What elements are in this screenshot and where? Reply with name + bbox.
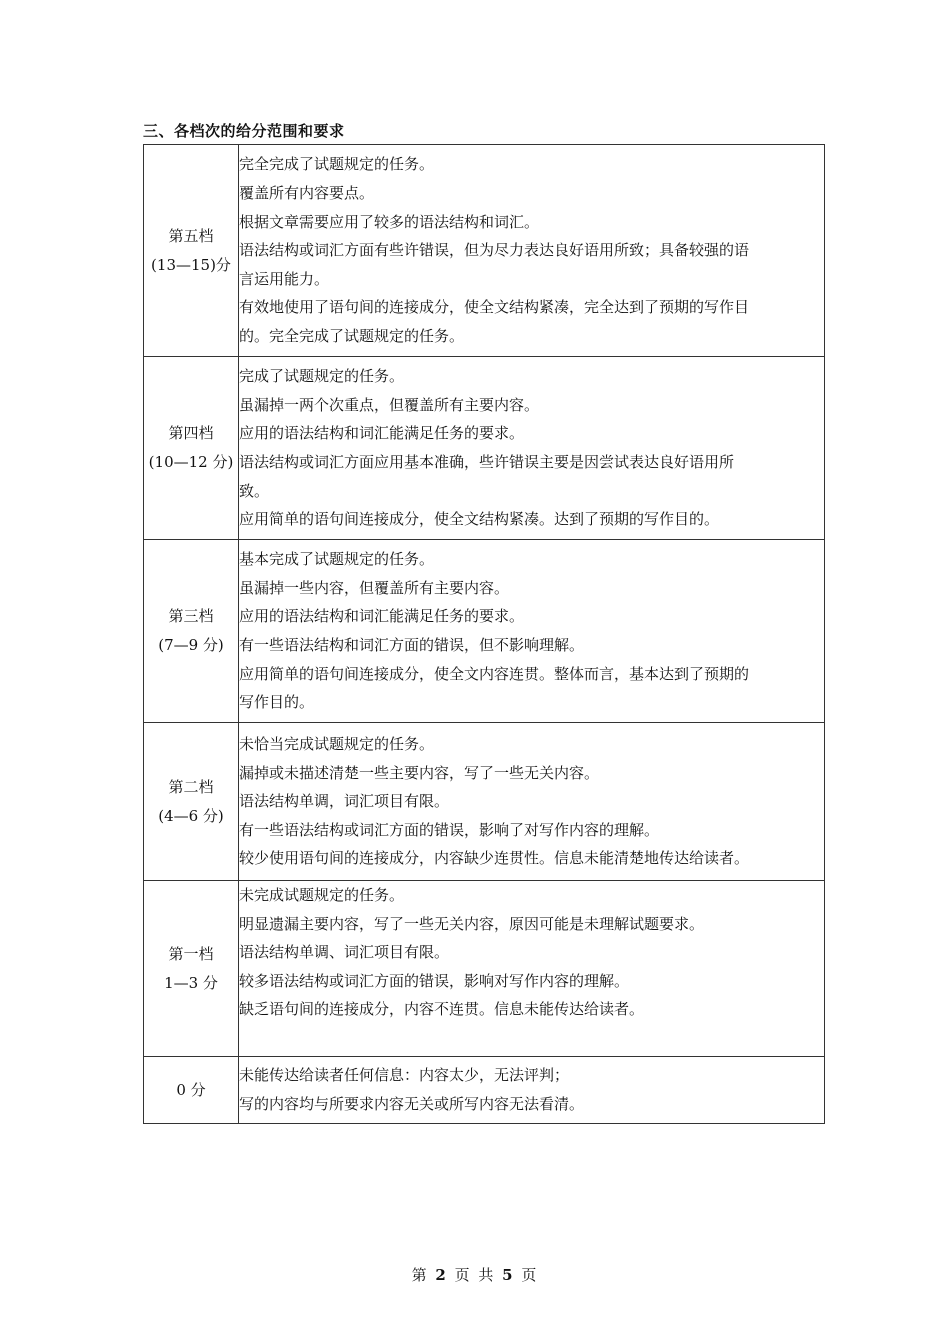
description-line: 完全完成了试题规定的任务。 [239,155,435,174]
description-cell [239,881,825,1057]
level-cell [144,881,239,1057]
level-name: 第五档 [168,226,214,245]
level-name: 第四档 [168,424,214,442]
current-page-number: 2 [435,1266,448,1284]
description-cell [239,145,825,357]
description-line: 较少使用语句间的连接成分，内容缺少连贯性。信息未能清楚地传达给读者。 [239,849,750,868]
level-range: 1—3 分 [164,973,218,992]
description-line: 明显遗漏主要内容，写了一些无关内容，原因可能是未理解试题要求。 [239,914,705,933]
table-row [144,540,825,723]
level-cell [144,357,239,540]
description-line: 未完成试题规定的任务。 [239,886,405,904]
level-name: 第一档 [168,944,214,963]
table-row [144,723,825,881]
description-cell [239,723,825,881]
description-line: 应用简单的语句间连接成分，使全文内容连贯。整体而言，基本达到了预期的 [239,664,750,683]
description-line: 写作目的。 [239,693,315,712]
level-cell [144,145,239,357]
description-line: 致。 [239,481,270,500]
level-range: (13—15)分 [151,255,231,274]
description-line: 应用简单的语句间连接成分，使全文结构紧凑。达到了预期的写作目的。 [239,510,720,529]
level-range: (10—12 分) [148,453,234,471]
description-cell [239,357,825,540]
level-cell [144,723,239,881]
level-range: (4—6 分) [158,806,224,825]
description-line: 未能传达给读者任何信息：内容太少，无法评判； [239,1066,570,1085]
section-title: 三、各档次的给分范围和要求 [143,122,345,140]
description-line: 应用的语法结构和词汇能满足任务的要求。 [239,607,525,626]
description-line: 虽漏掉一些内容，但覆盖所有主要内容。 [239,578,510,597]
total-pages-number: 5 [502,1266,515,1284]
description-cell [239,1057,825,1124]
page-footer [0,1264,950,1285]
description-line: 语法结构或词汇方面有些许错误，但为尽力表达良好语用所致；具备较强的语 [239,241,750,260]
table-row [144,145,825,357]
description-line: 虽漏掉一两个次重点，但覆盖所有主要内容。 [239,395,540,414]
description-line: 覆盖所有内容要点。 [239,184,375,203]
description-line: 语法结构单调、词汇项目有限。 [239,943,450,962]
level-name: 第三档 [168,607,214,625]
description-line: 的。完全完成了试题规定的任务。 [239,326,465,345]
description-line: 有一些语法结构或词汇方面的错误，影响了对写作内容的理解。 [239,820,660,839]
level-cell [144,540,239,723]
footer-suffix: 页 [521,1266,539,1284]
description-line: 较多语法结构或词汇方面的错误，影响对写作内容的理解。 [239,971,630,990]
description-line: 未恰当完成试题规定的任务。 [239,735,435,754]
description-line: 写的内容均与所要求内容无关或所写内容无法看清。 [239,1095,585,1113]
level-cell [144,1057,239,1124]
description-line: 完成了试题规定的任务。 [239,367,405,386]
level-name: 第二档 [168,777,214,796]
description-line: 根据文章需要应用了较多的语法结构和词汇。 [239,212,540,231]
description-line: 言运用能力。 [239,269,330,288]
level-name: 0 分 [176,1080,206,1099]
footer-middle: 页 共 [454,1266,496,1284]
level-range: (7—9 分) [158,636,224,654]
description-line: 漏掉或未描述清楚一些主要内容，写了一些无关内容。 [239,763,600,782]
description-line: 有效地使用了语句间的连接成分，使全文结构紧凑，完全达到了预期的写作目 [239,298,750,317]
description-line: 语法结构或词汇方面应用基本准确，些许错误主要是因尝试表达良好语用所 [239,453,735,471]
description-line: 缺乏语句间的连接成分，内容不连贯。信息未能传达给读者。 [239,1000,645,1019]
description-line: 有一些语法结构和词汇方面的错误，但不影响理解。 [239,636,585,654]
footer-prefix: 第 [411,1266,429,1284]
table-row [144,1057,825,1124]
description-line: 语法结构单调，词汇项目有限。 [239,792,450,811]
table-row [144,357,825,540]
table-row [144,881,825,1057]
description-line: 基本完成了试题规定的任务。 [239,550,435,569]
scoring-rubric-table [143,144,825,1124]
description-cell [239,540,825,723]
description-line: 应用的语法结构和词汇能满足任务的要求。 [239,424,525,443]
